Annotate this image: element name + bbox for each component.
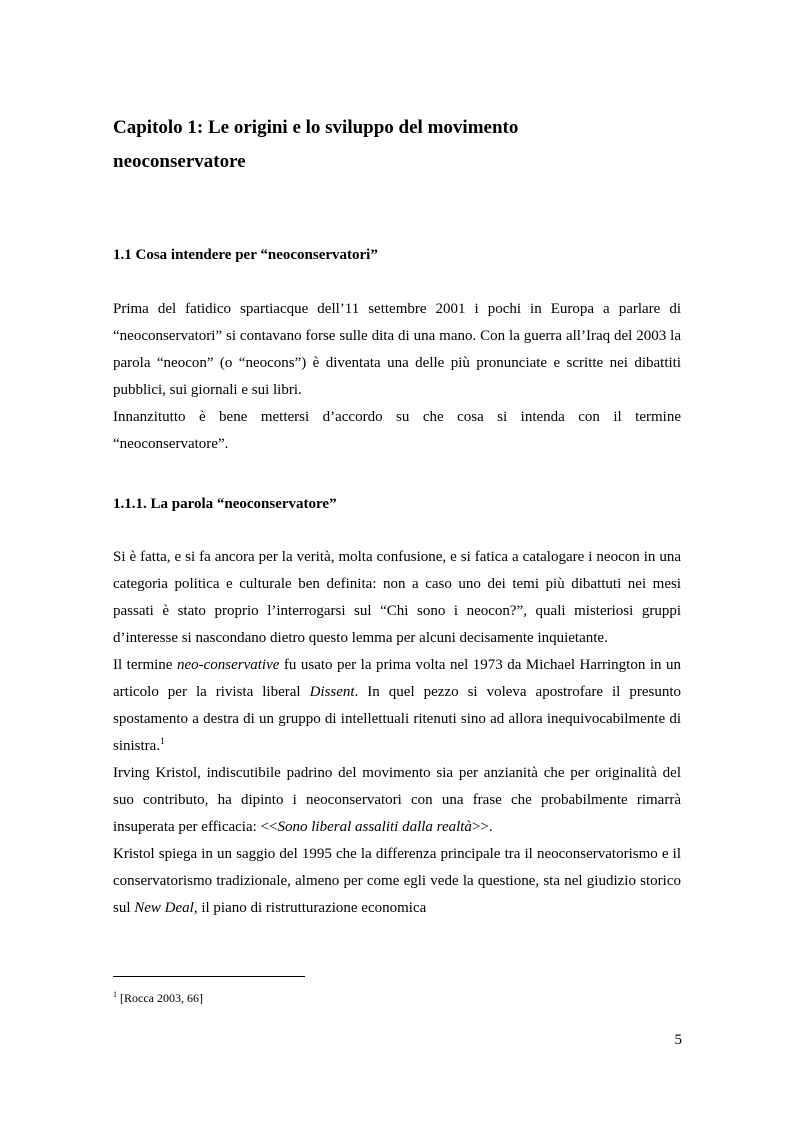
section-1-1-1-body: [113, 544, 681, 922]
term-new-deal: New Deal: [134, 900, 194, 916]
footnote-text: [Rocca 2003, 66]: [117, 991, 203, 1005]
chapter-title: [113, 111, 693, 179]
term-neo-conservative: neo-conservative: [176, 657, 280, 673]
paragraph-2-text-a: Il termine: [113, 657, 177, 673]
journal-name-dissent: Dissent: [309, 684, 355, 700]
paragraph-3-text-b: >>.: [471, 819, 493, 835]
chapter-title-line-2: neoconservatore: [113, 151, 246, 172]
section-1-1-paragraph-2: Innanzitutto è bene mettersi d’accordo su che cosa si intenda con il termine “neoconservatore”.: [113, 409, 681, 452]
section-1-1-paragraph-1: Prima del fatidico spartiacque dell’11 settembre 2001 i pochi in Europa a parlare di “neoconservatori” si contavano forse sulle dita di una mano. Con la guerra all’Iraq del 2003 la parola “neocon” (o “neocons”) è diventata una delle più pronunciate e scritte nei dibattiti pubblici, sui giornali e sui libri.: [113, 301, 681, 398]
section-1-1-1-paragraph-2: [113, 652, 681, 760]
paragraph-2-text-c: . In quel pezzo si voleva apostrofare il presunto spostamento a destra di un gruppo di intellettuali ritenuti sino ad allora inequivocabilmente di sinistra.: [113, 684, 681, 754]
section-1-1-1-paragraph-4: [113, 841, 681, 922]
footnote-reference: 1: [160, 736, 165, 746]
footnote: [113, 990, 203, 1006]
section-heading-1-1-1: 1.1.1. La parola “neoconservatore”: [113, 496, 337, 512]
footnote-number: 1: [113, 990, 117, 999]
section-1-1-1-paragraph-3: [113, 760, 681, 841]
section-1-1-1-paragraph-1: Si è fatta, e si fa ancora per la verità, molta confusione, e si fatica a catalogare i neocon in una categoria politica e culturale ben definita: non a caso uno dei temi più dibattuti nei mesi passati è stato proprio l’interrogarsi sul “Chi sono i neocon?”, quali misteriosi gruppi d’interesse si nascondano dietro questo lemma per alcuni decisamente inquietante.: [113, 549, 681, 646]
chapter-title-line-1: Capitolo 1: Le origini e lo sviluppo del movimento: [113, 117, 519, 138]
kristol-quote: Sono liberal assaliti dalla realtà: [277, 819, 472, 835]
paragraph-3-text-a: Irving Kristol, indiscutibile padrino del movimento sia per anzianità che per originalità del suo contributo, ha dipinto i neoconservatori con una frase che probabilmente rimarrà insuperata per efficacia: <<: [113, 765, 681, 835]
paragraph-2-text-b: fu usato per la prima volta nel 1973 da Michael Harrington in un articolo per la rivista liberal: [113, 657, 681, 700]
page-number: 5: [674, 1032, 682, 1048]
paragraph-4-text-a: Kristol spiega in un saggio del 1995 che la differenza principale tra il neoconservatorismo e il conservatorismo tradizionale, almeno per come egli vede la questione, sta nel giudizio storico sul: [113, 846, 681, 916]
footnote-divider: [113, 976, 305, 977]
paragraph-4-text-b: , il piano di ristrutturazione economica: [193, 900, 427, 916]
section-1-1-body: [113, 296, 681, 458]
section-heading-1-1: 1.1 Cosa intendere per “neoconservatori”: [113, 247, 378, 263]
